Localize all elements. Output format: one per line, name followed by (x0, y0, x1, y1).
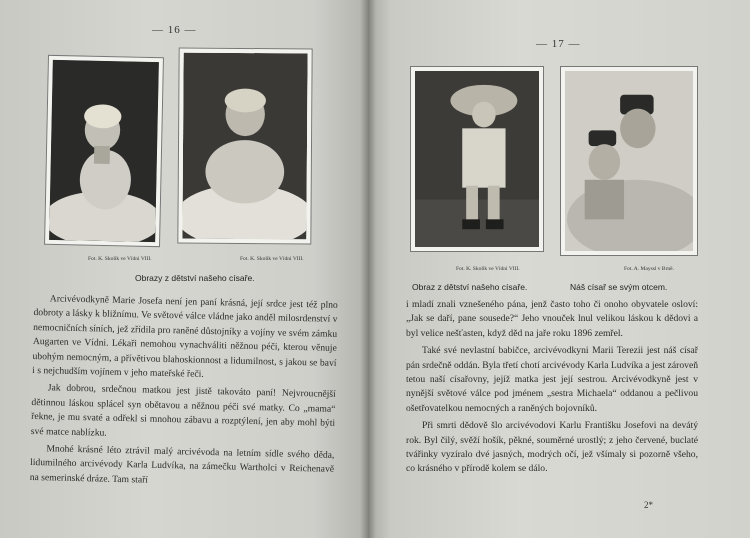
paragraph: Také své nevlastní babičce, arcivévodkyni Marii Terezii jest náš císař pán srdečně oddán. Byla třetí chotí arcivévody Karla Ludvíka a jest zároveň tetou naší císařovny, jejíž matka jest její sestrou. Arcivévodkyně jest v nynější světové válce pod jménem „sestra Michaela“ oddanou a pečlivou ošetřovatelkou nemocných a raněných bojovníků. (406, 345, 698, 414)
photo-child-1 (44, 55, 164, 247)
photo-credit-4: Fot. A. Mayssl v Brně. (624, 266, 674, 272)
photo-caption: Obrazy z dětství našeho císaře. (135, 273, 255, 283)
paragraph: Jak dobrou, srdečnou matkou jest jistě takováto paní! Nejvroucnější dětinnou láskou splácel syn obětavou a něžnou péči své matky. Co „mama“ řekne, je mu svaté a odřekl si mnohou zábavu a rozptýlení, jen aby mohl býti své matce nablízku. (30, 382, 336, 439)
body-text-left (30, 292, 338, 495)
photo-credit-1: Fot. K. Skolík ve Vídni VIII. (88, 256, 152, 262)
page-number: — 17 — (536, 38, 581, 50)
paragraph: Mnohé krásné léto ztrávil malý arcivévoda na letním sídle svého děda, lidumilného arcivévody Karla Ludvíka, na zámečku Wartholci v Reichenavě na semerinské dráze. Tam staří (29, 443, 335, 486)
paragraph: Při smrti dědově šlo arcivévodovi Karlu Františku Josefovi na devátý rok. Byl čilý, svěží hošík, pěkné, souměrné urostlý; z jeho červené, buclaté tvářinky vyzíralo dvé jasných, modrých očí, jež všímaly si pozorně všeho, co krásného v přírodě kolem se dálo. (406, 420, 698, 475)
photo-credit-3: Fot. K. Skolík ve Vídni VIII. (456, 266, 520, 272)
left-page (0, 0, 368, 538)
photo-caption-3: Obraz z dětství našeho císaře. (412, 282, 528, 292)
body-text-right (406, 298, 698, 480)
paragraph: Arcivévodkyně Marie Josefa není jen paní krásná, její srdce jest též plno dobroty a lásky k bližnímu. Ve světové válce vládne jako anděl milosrdenství v nemocničních síních, jež zřídila pro raněné důstojníky a vojíny ve svém zámku Augarten ve Vídni. Lékaři nemohou vynachváliti něžnou péči, kterou věnuje ubohým nemocným, a přívětivou blahoskionnost a lidumilnost, s jakou se baví i s nejchudším vojínem v jeho mateřské řeči. (32, 293, 338, 380)
paragraph: i mladí znali vznešeného pána, jenž často toho či onoho obyvatele osloví: „Jak se daří, pane sousede?“ Jeho vnouček lnul velikou láskou k dědovi a byl velice nešťasten, když děd na jaře roku 1896 zemřel. (406, 299, 698, 339)
photo-child-3-image (415, 71, 539, 247)
photo-emperor-father (560, 66, 698, 256)
book-gutter (360, 0, 376, 538)
page-number: — 16 — (152, 24, 197, 36)
photo-credit-2: Fot. K. Skolík ve Vídni VIII. (240, 256, 304, 262)
photo-emperor-father-image (565, 71, 693, 251)
photo-child-3 (410, 66, 544, 252)
photo-child-2 (177, 48, 312, 245)
photo-child-1-image (49, 60, 159, 242)
photo-caption-4: Náš císař se svým otcem. (570, 282, 668, 292)
photo-child-2-image (182, 53, 307, 240)
sheet-number: 2* (644, 500, 653, 510)
